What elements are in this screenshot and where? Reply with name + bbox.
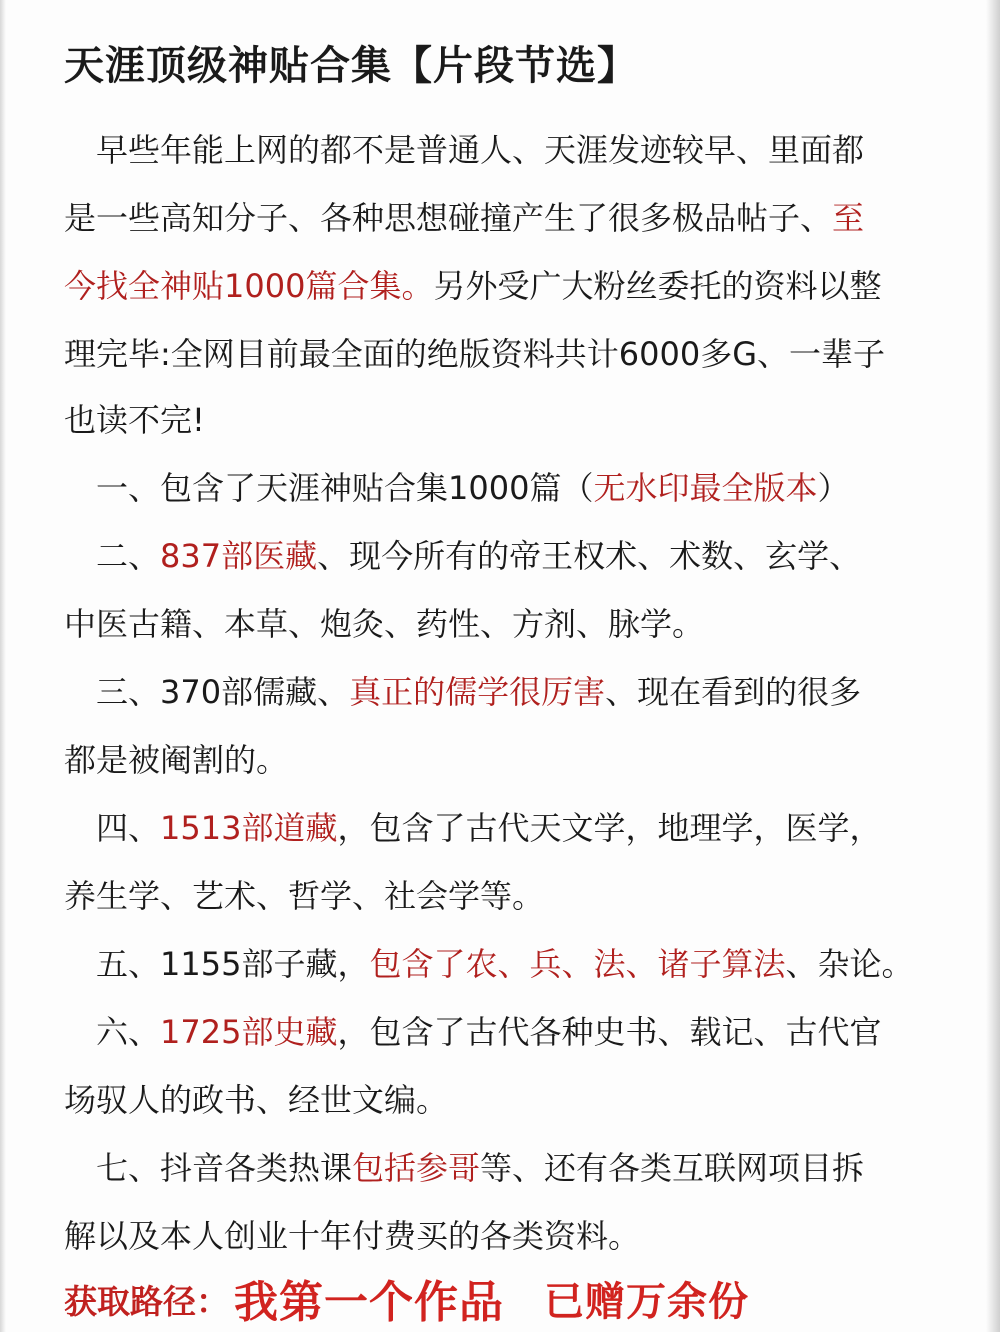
body-text: 、现在看到的很多 [605, 673, 862, 711]
page-edge-shadow-right [986, 0, 1000, 1332]
body-text: ） [817, 469, 850, 507]
body-text: 另外受广大粉丝委托的资料以整 [433, 267, 882, 305]
document-title: 天涯顶级神贴合集【片段节选】 [64, 43, 638, 89]
body-text: 一、包含了天涯神贴合集1000篇（ [96, 469, 594, 507]
body-text: 场驭人的政书、经世文编。 [64, 1081, 449, 1119]
highlight-text: 真正的儒学很厉害 [349, 673, 606, 711]
paragraph-6-line-1 [96, 944, 913, 984]
body-text: ，包含了古代各种史书、载记、古代官 [337, 1013, 882, 1051]
paragraph-7-line-2 [64, 1080, 448, 1120]
paragraph-1-line-2 [64, 198, 864, 238]
body-text: 中医古籍、本草、炮灸、药性、方剂、脉学。 [64, 605, 705, 643]
highlight-text: 今找全神贴1000篇合集。 [64, 267, 434, 305]
paragraph-5-line-1 [96, 808, 881, 848]
paragraph-2-line-1 [96, 468, 849, 508]
body-text: 等、还有各类互联网项目拆 [480, 1149, 865, 1187]
paragraph-3-line-2 [64, 604, 704, 644]
body-text: 二、 [96, 537, 161, 575]
body-text: 四、 [96, 809, 161, 847]
body-text: 是一些高知分子、各种思想碰撞产生了很多极品帖子、 [64, 199, 833, 237]
paragraph-1-line-5 [64, 400, 205, 440]
body-text: 七、抖音各类热课 [96, 1149, 353, 1187]
body-text: 早些年能上网的都不是普通人、天涯发迹较早、里面都 [96, 131, 865, 169]
page-edge-shadow-left [0, 0, 6, 1332]
body-text: 、现今所有的帝王权术、术数、玄学、 [317, 537, 862, 575]
body-text: 理完毕:全网目前最全面的绝版资料共计6000多G、一辈子 [64, 335, 886, 373]
paragraph-7-line-1 [96, 1012, 881, 1052]
body-text: 解以及本人创业十年付费买的各类资料。 [64, 1217, 641, 1255]
footer-label: 获取路径： [64, 1282, 229, 1321]
body-text: 三、370部儒藏、 [96, 673, 350, 711]
highlight-text: 1725部史藏 [160, 1013, 338, 1051]
paragraph-1-line-1 [96, 130, 864, 170]
highlight-text: 1513部道藏 [160, 809, 338, 847]
body-text: 都是被阉割的。 [64, 741, 289, 779]
paragraph-5-line-2 [64, 876, 544, 916]
paragraph-8-line-2 [64, 1216, 640, 1256]
paragraph-4-line-1 [96, 672, 861, 712]
footer-cta-primary: 我第一个作品 [234, 1277, 504, 1328]
paragraph-1-line-3 [64, 266, 881, 306]
body-text: 六、 [96, 1013, 161, 1051]
highlight-text: 至 [832, 199, 865, 237]
body-text: 也读不完! [64, 401, 205, 439]
body-text: 、杂论。 [785, 945, 914, 983]
body-text: 五、1155部子藏， [96, 945, 370, 983]
body-text: 养生学、艺术、哲学、社会学等。 [64, 877, 545, 915]
paragraph-1-line-4 [64, 334, 885, 374]
highlight-text: 包括参哥 [352, 1149, 481, 1187]
body-text: ，包含了古代天文学，地理学，医学， [337, 809, 882, 847]
highlight-text: 无水印最全版本 [593, 469, 818, 507]
highlight-text: 837部医藏 [160, 537, 318, 575]
paragraph-4-line-2 [64, 740, 288, 780]
paragraph-8-line-1 [96, 1148, 864, 1188]
paragraph-3-line-1 [96, 536, 861, 576]
highlight-text: 包含了农、兵、法、诸子算法 [369, 945, 786, 983]
footer-cta-secondary: 已赠万余份 [544, 1279, 749, 1325]
